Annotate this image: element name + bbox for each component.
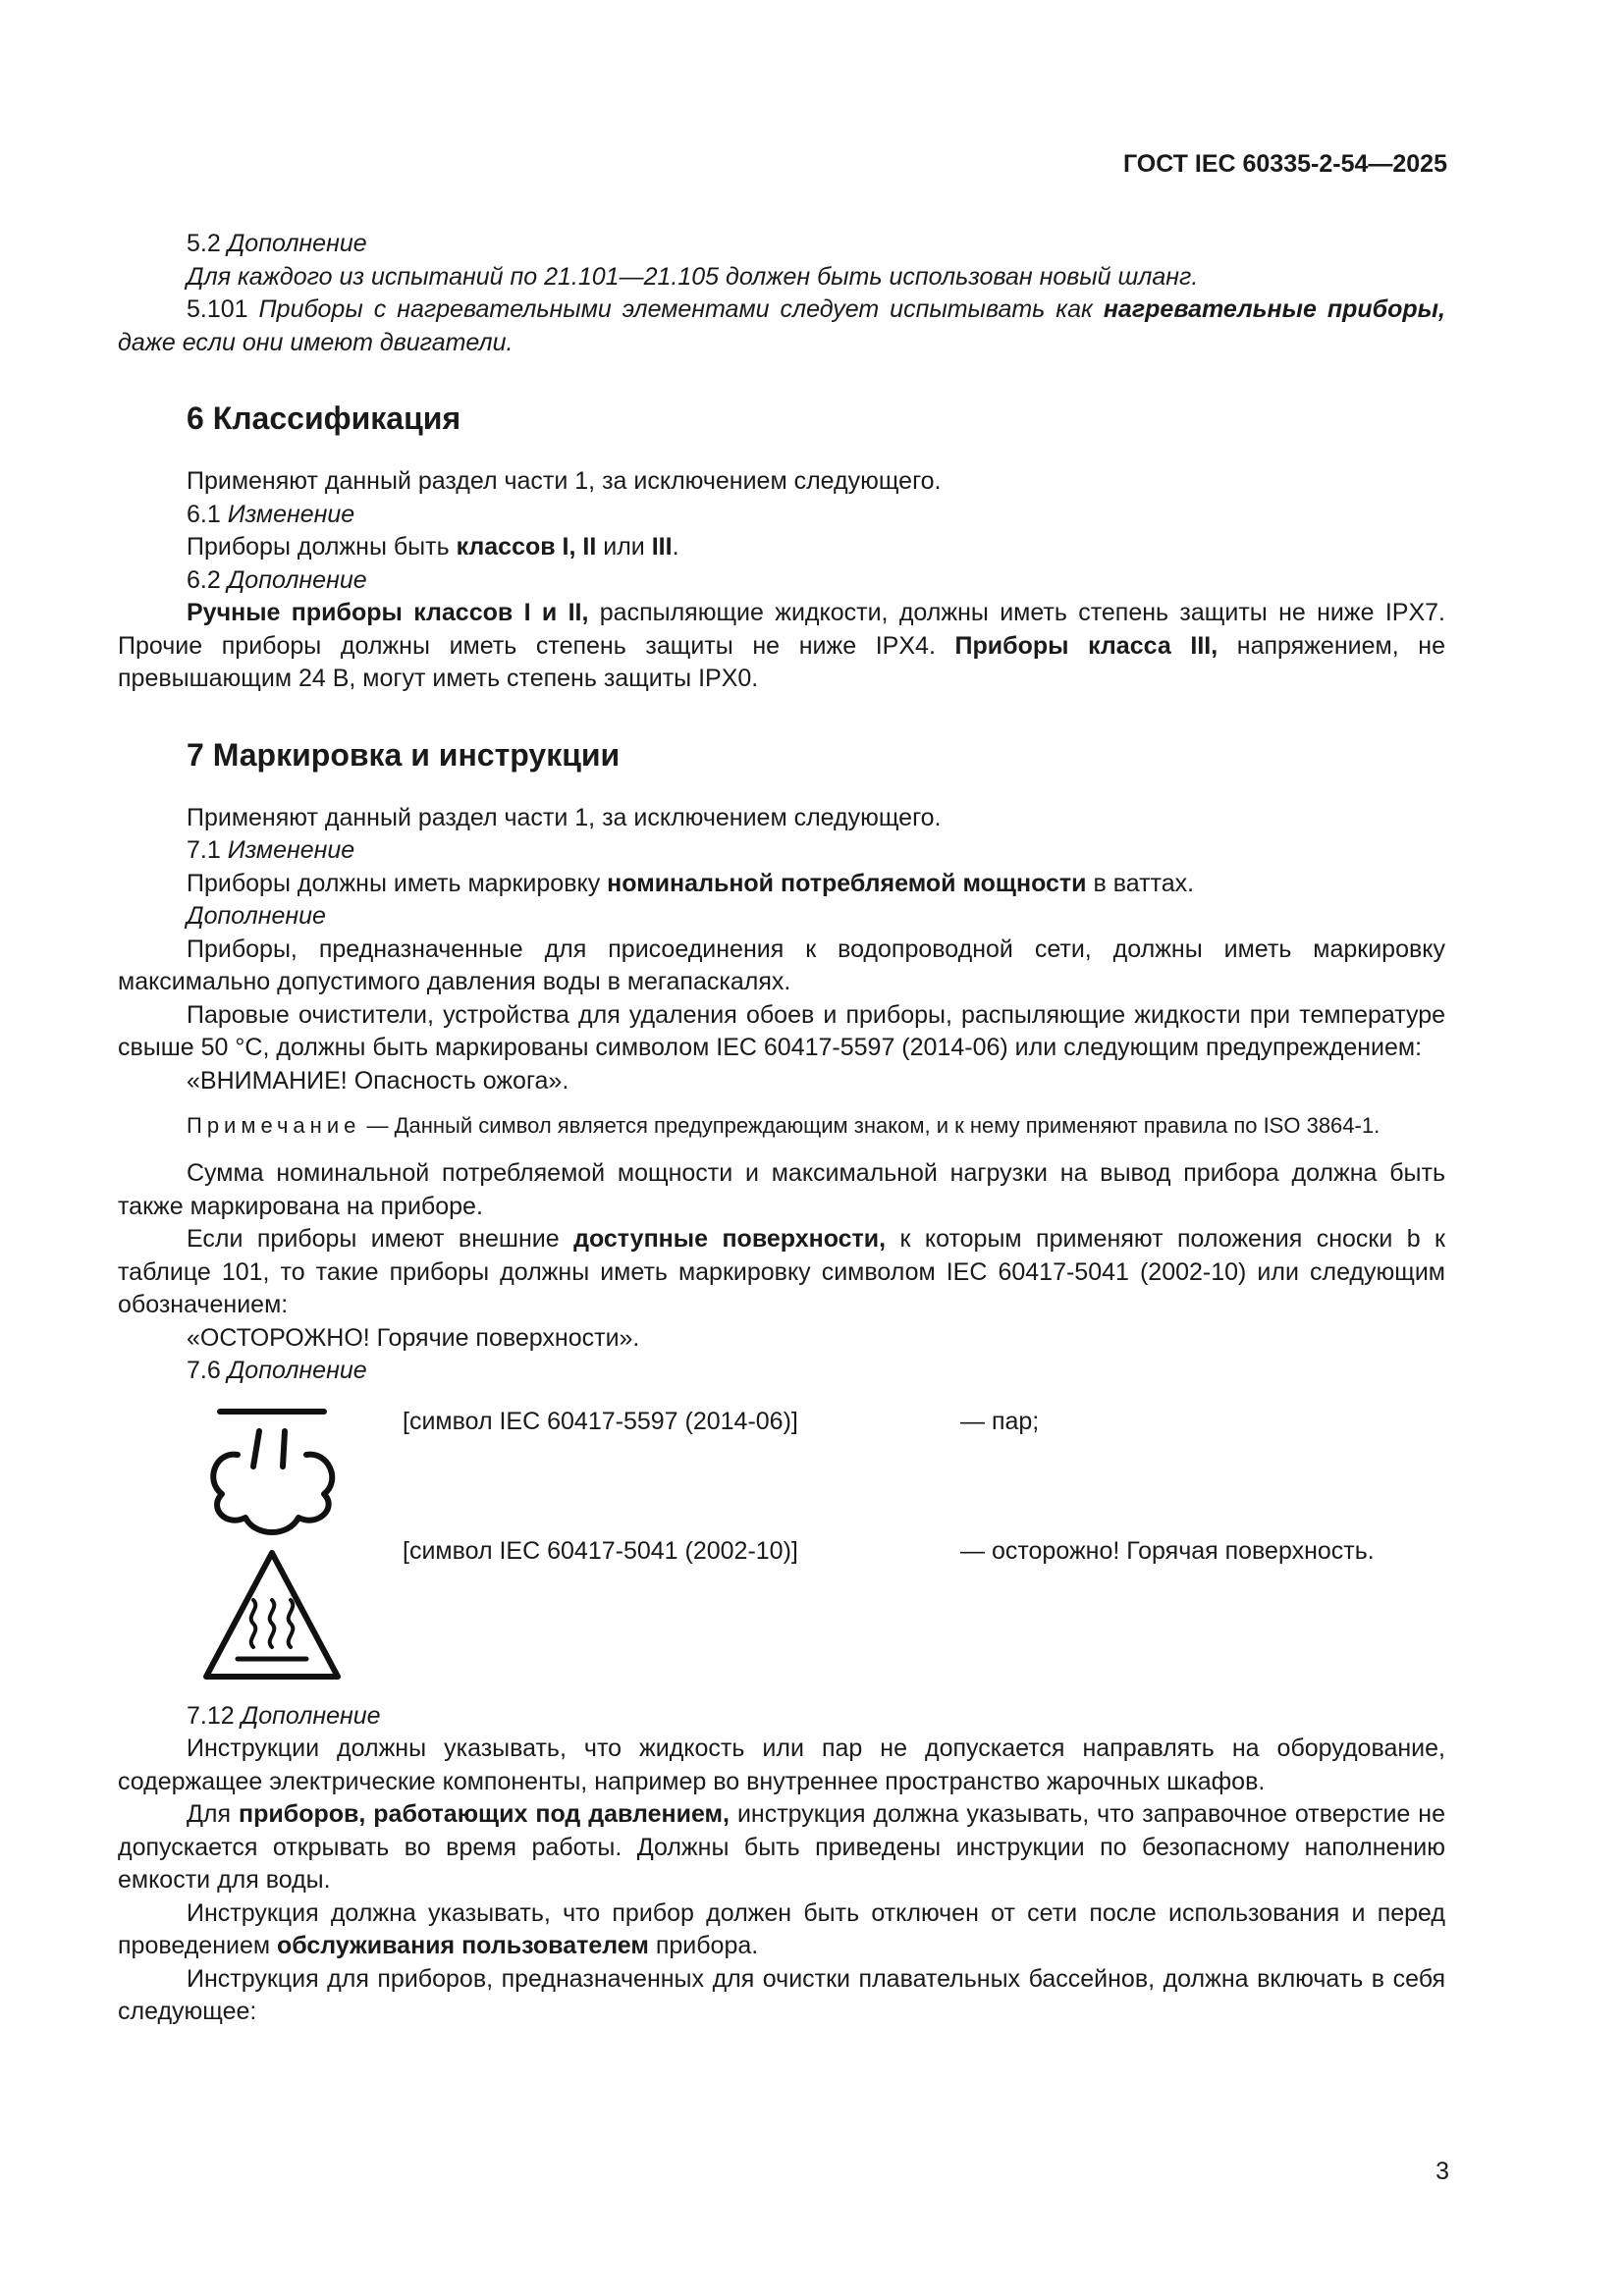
sum-power-paragraph: Сумма номинальной потребляемой мощности и максимальной нагрузки на вывод прибора должна быть также маркирована на приборе. (118, 1159, 1445, 1220)
addition-label: Дополнение (187, 902, 326, 930)
clause-5-2-text: Для каждого из испытаний по 21.101—21.105 должен быть использован новый шланг. (187, 262, 1199, 291)
pressure-appliances-paragraph: Для приборов, работающих под давлением, инструкция должна указывать, что заправочное отверстие не допускается открывать во время работы. Должны быть приведены инструкции по безопасному наполнению емкости для воды. (118, 1800, 1445, 1894)
steam-cleaners-paragraph: Паровые очистители, устройства для удаления обоев и приборы, распыляющие жидкости при температуре свыше 50 °С, должны быть маркированы символом IEC 60417-5597 (2014-06) или следующим предупреждением: (118, 1000, 1445, 1061)
clause-7-12: 7.12 Дополнение (187, 1701, 381, 1730)
standard-header: ГОСТ IEC 60335-2-54—2025 (1122, 150, 1447, 178)
symbol-desc-hot-surface: — осторожно! Горячая поверхность. (960, 1536, 1375, 1565)
accessible-surfaces-paragraph: Если приборы имеют внешние доступные поверхности, к которым применяют положения сноски b к таблице 101, то такие приборы должны иметь маркировку символом IEC 60417-5041 (2002-10) или следующим обозначением: (118, 1225, 1445, 1318)
note-paragraph: Примечание — Данный символ является предупреждающим знаком, и к нему применяют правила по ISO 3864-1. (187, 1113, 1380, 1138)
classes-paragraph: Приборы должны быть классов I, II или III. (187, 533, 679, 561)
section-6-intro: Применяют данный раздел части 1, за исключением следующего. (187, 467, 942, 495)
disconnect-paragraph: Инструкция должна указывать, что прибор должен быть отключен от сети после использования и перед проведением обслуживания пользователем прибора. (118, 1898, 1445, 1959)
warning-burn-text: «ВНИМАНИЕ! Опасность ожога». (187, 1066, 569, 1095)
section-7-heading: 7 Маркировка и инструкции (187, 736, 621, 773)
clause-6-1: 6.1 Изменение (187, 500, 355, 528)
page-content (118, 228, 1445, 2029)
warning-hot-surfaces-text: «ОСТОРОЖНО! Горячие поверхности». (187, 1323, 640, 1352)
section-7-intro: Применяют данный раздел части 1, за исключением следующего. (187, 803, 942, 831)
power-marking-paragraph: Приборы должны иметь маркировку номинальной потребляемой мощности в ваттах. (187, 869, 1195, 897)
hot-surface-warning-icon (198, 1545, 346, 1694)
section-6-heading: 6 Классификация (187, 400, 461, 436)
clause-6-2: 6.2 Дополнение (187, 565, 367, 594)
symbol-ref-5597: [символ IEC 60417-5597 (2014-06)] (403, 1407, 798, 1435)
clause-7-1: 7.1 Изменение (187, 836, 355, 864)
clause-7-6: 7.6 Дополнение (187, 1357, 367, 1384)
ip-protection-paragraph: Ручные приборы классов I и II, распыляющие жидкости, должны иметь степень защиты не ниже IPX7. Прочие приборы должны иметь степень защиты не ниже IPX4. Приборы класса III, напряжением, не превышающим 24 В, могут иметь степень защиты IPX0. (118, 599, 1446, 692)
clause-5-2: 5.2 Дополнение (187, 230, 367, 257)
steam-symbol-icon (198, 1406, 346, 1549)
symbol-ref-5041: [символ IEC 60417-5041 (2002-10)] (403, 1536, 798, 1565)
clause-5-101: 5.101 Приборы с нагревательными элементами следует испытывать как нагревательные приборы, даже если они имеют двигатели. (118, 295, 1445, 356)
page-number: 3 (1435, 2158, 1449, 2185)
symbol-desc-steam: — пар; (960, 1407, 1040, 1435)
pool-cleaning-paragraph: Инструкция для приборов, предназначенных для очистки плавательных бассейнов, должна включать в себя следующее: (118, 1964, 1445, 2025)
symbols-table (118, 1398, 1445, 1688)
water-pressure-paragraph: Приборы, предназначенные для присоединения к водопроводной сети, должны иметь маркировку максимально допустимого давления воды в мегапаскалях. (118, 934, 1445, 995)
instructions-liquid-paragraph: Инструкции должны указывать, что жидкость или пар не допускается направлять на оборудование, содержащее электрические компоненты, например во внутреннее пространство жарочных шкафов. (118, 1735, 1445, 1795)
